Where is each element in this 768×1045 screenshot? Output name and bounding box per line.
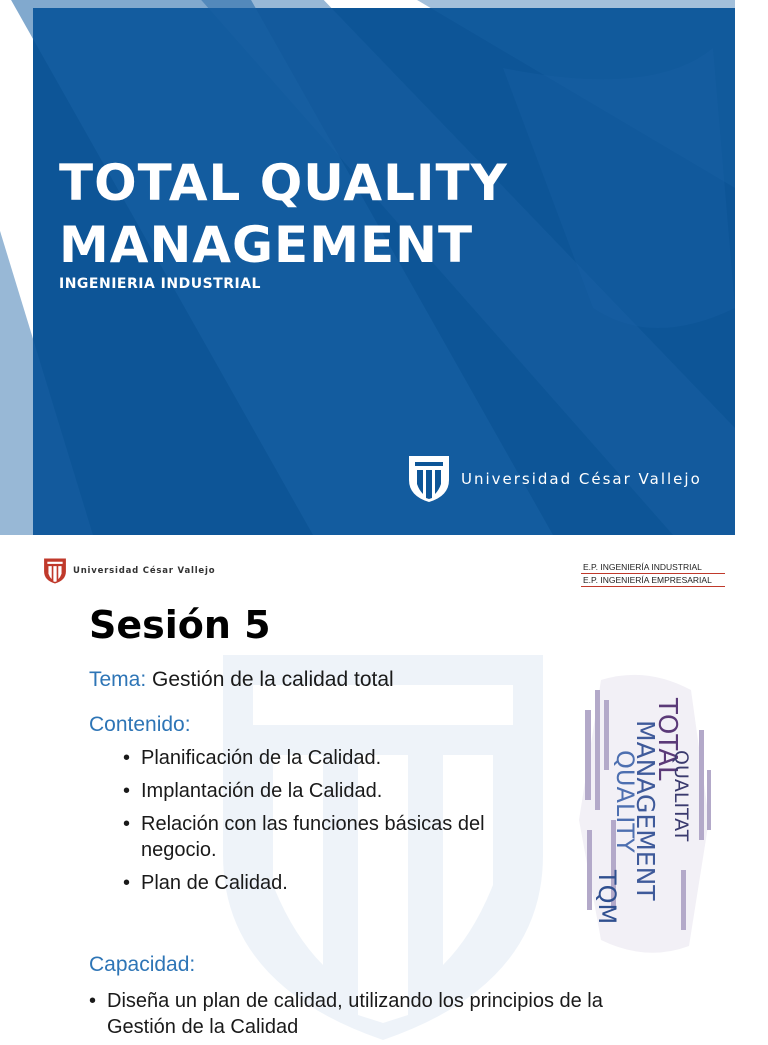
- tema-label: Tema:: [89, 668, 147, 691]
- list-item: • Planificación de la Calidad.: [123, 745, 563, 771]
- capacidad-label: Capacidad:: [89, 953, 196, 976]
- contenido-label: Contenido:: [89, 713, 191, 736]
- cover-university-name: Universidad César Vallejo: [461, 470, 702, 488]
- university-shield-icon: [407, 454, 451, 504]
- word-cloud-tqm: TQM: [593, 870, 621, 925]
- tema-line: [89, 668, 394, 692]
- word-cloud-management: MANAGEMENT: [631, 720, 660, 901]
- cover-university-logo: [407, 454, 702, 504]
- tqm-word-cloud-image: [571, 670, 721, 960]
- word-cloud-total: TOTAL: [652, 698, 682, 781]
- list-item: • Diseña un plan de calidad, utilizando los principios de la Gestión de la Calidad: [89, 988, 649, 1040]
- list-item: • Implantación de la Calidad.: [123, 778, 563, 804]
- ep-label-empresarial: E.P. INGENIERÍA EMPRESARIAL: [581, 574, 725, 587]
- cover-slide: [33, 8, 735, 535]
- list-item: • Plan de Calidad.: [123, 870, 563, 896]
- header-university-name: Universidad César Vallejo: [73, 566, 216, 576]
- cover-title-line-1: TOTAL QUALITY: [59, 154, 508, 212]
- contenido-list: [123, 745, 563, 903]
- university-shield-red-icon: [43, 557, 67, 585]
- ep-labels: [581, 561, 725, 587]
- session-title: Sesión 5: [89, 603, 271, 647]
- capacidad-list: [89, 988, 649, 1040]
- word-cloud-qualitat: QUALITAT: [670, 750, 692, 842]
- session-slide: [33, 545, 735, 1038]
- cover-subtitle: INGENIERIA INDUSTRIAL: [59, 276, 261, 292]
- header-university-logo: [43, 557, 215, 585]
- cover-title: [59, 152, 508, 276]
- word-cloud-quality: QUALITY: [611, 750, 639, 853]
- ep-label-industrial: E.P. INGENIERÍA INDUSTRIAL: [581, 561, 725, 574]
- list-item: • Relación con las funciones básicas del negocio.: [123, 811, 563, 863]
- tema-value: Gestión de la calidad total: [152, 668, 394, 691]
- cover-title-line-2: MANAGEMENT: [59, 216, 474, 274]
